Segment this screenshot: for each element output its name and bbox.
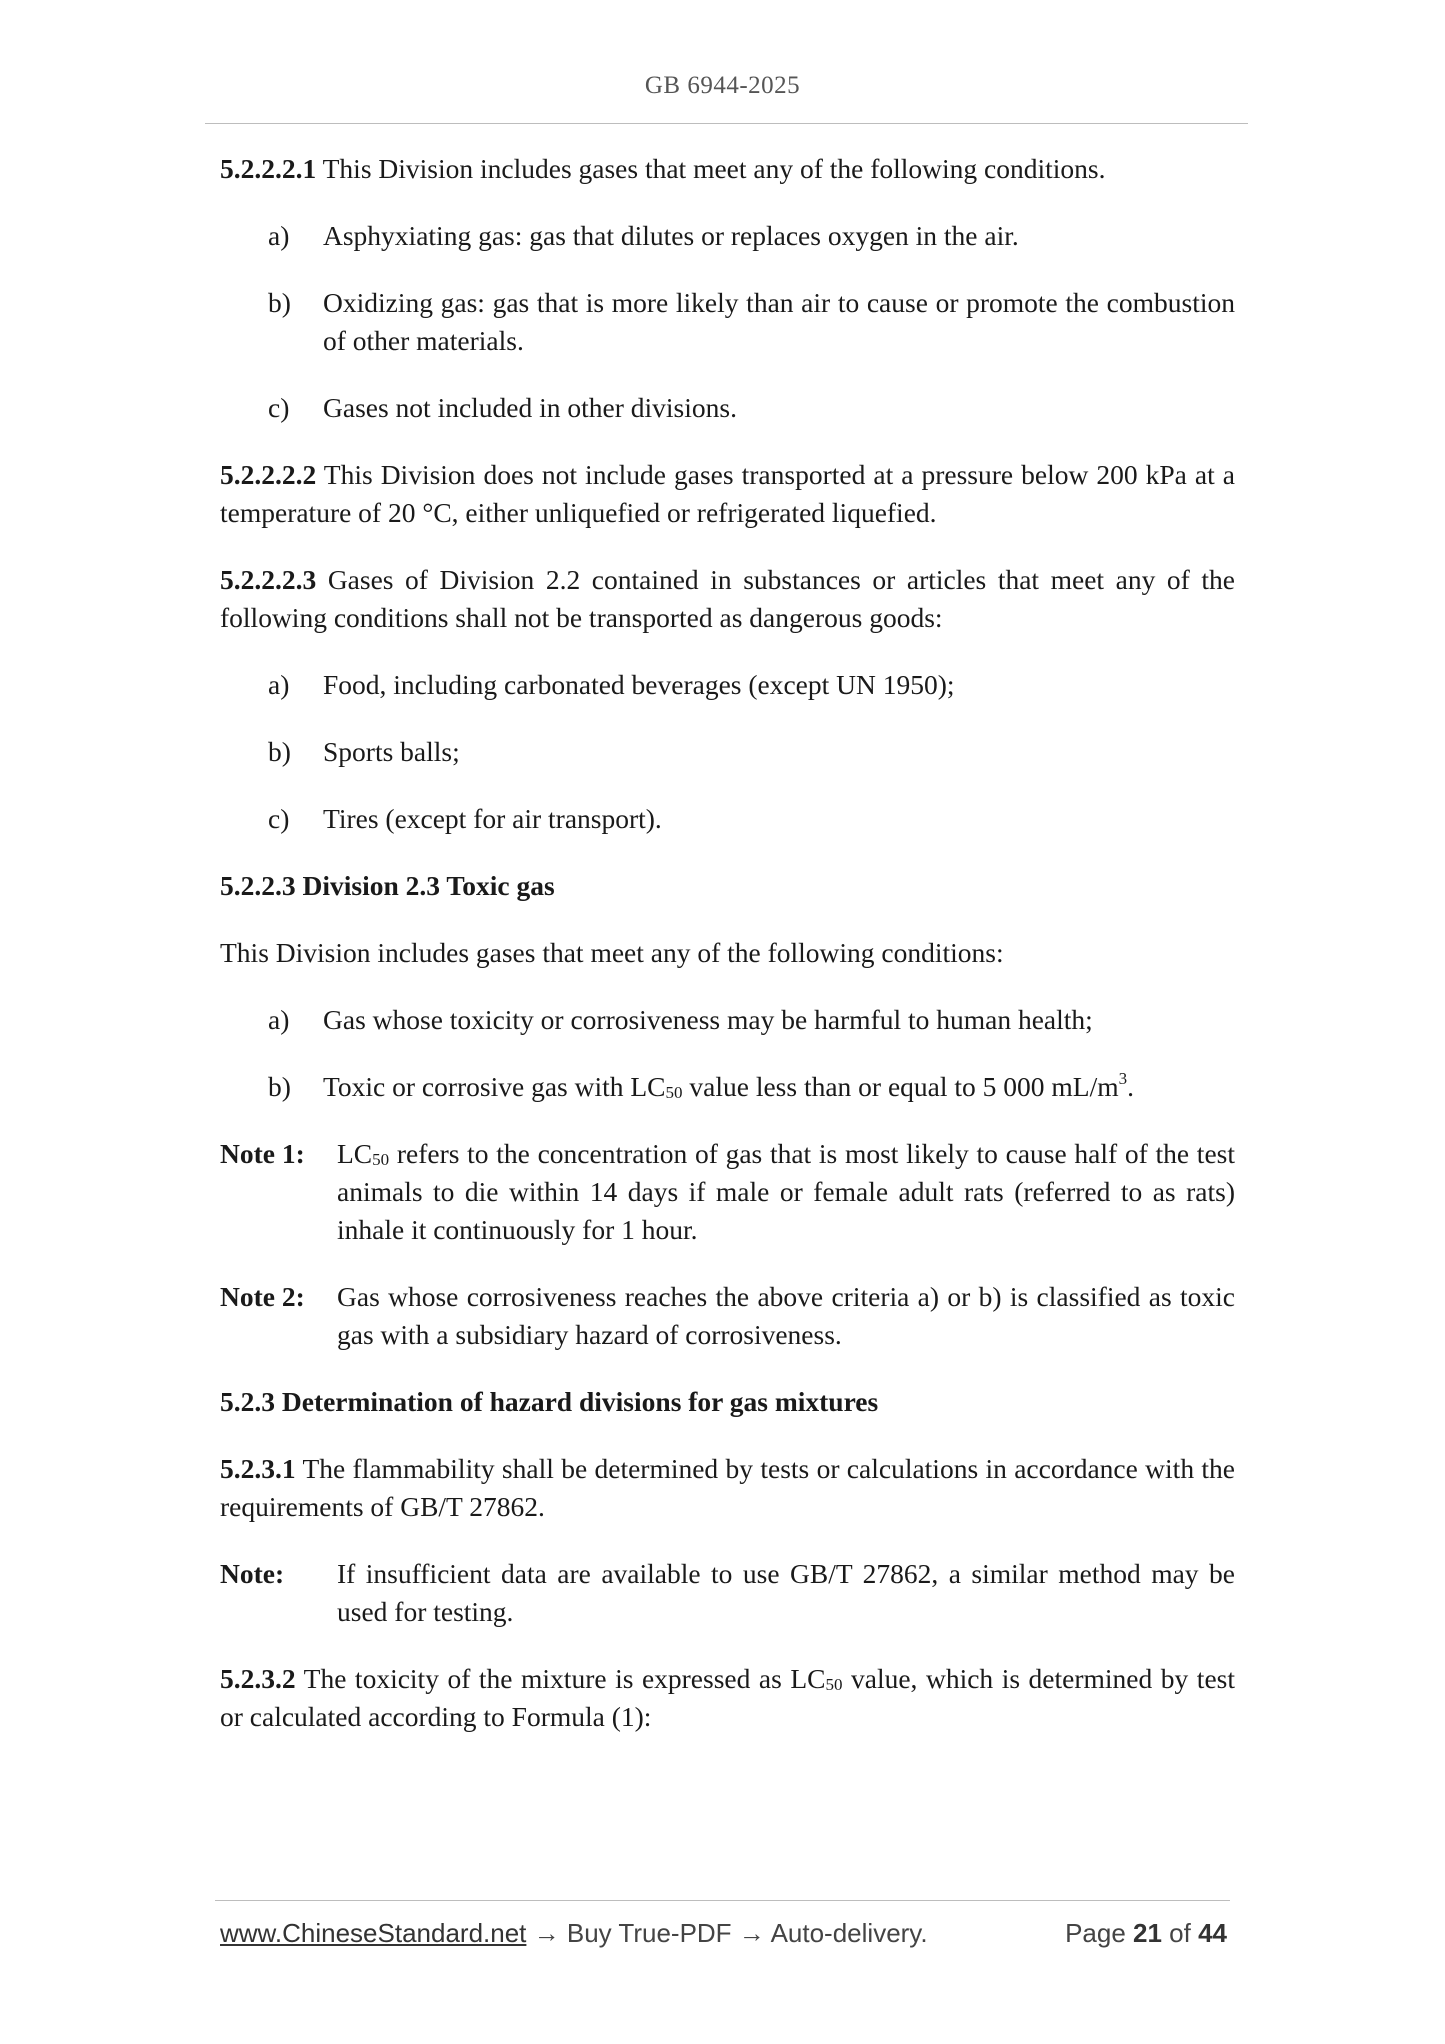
subscript: 50: [665, 1083, 683, 1102]
clause-number: 5.2.2.2.2: [220, 459, 317, 490]
list-item: [220, 217, 1235, 255]
section-heading-5-2-3: 5.2.3 Determination of hazard divisions for gas mixtures: [220, 1386, 879, 1417]
subscript: 50: [825, 1675, 843, 1694]
text-run: LC: [337, 1138, 373, 1169]
note-5-2-3-1: [220, 1555, 1235, 1631]
clause-text: This Division includes gases that meet any of the following conditions.: [316, 153, 1106, 184]
clause-number: 5.2.3.1: [220, 1453, 296, 1484]
note-label: Note 1:: [220, 1138, 305, 1169]
website-link[interactable]: www.ChineseStandard.net: [220, 1918, 527, 1948]
page-footer: [220, 1918, 1230, 1958]
footer-divider: [215, 1900, 1230, 1901]
paragraph-5-2-2-2-1: [220, 150, 1235, 188]
list-label: a): [268, 669, 290, 700]
page-total: 44: [1198, 1918, 1227, 1948]
list-text: Tires (except for air transport).: [323, 803, 662, 834]
page-number: 21: [1133, 1918, 1162, 1948]
list-label: a): [268, 220, 290, 251]
text-run: .: [1127, 1071, 1134, 1102]
clause-text: The flammability shall be determined by tests or calculations in accordance with the requirements of GB/T 27862.: [220, 1453, 1235, 1522]
text-run: value less than or equal to 5 000 mL/m: [682, 1071, 1119, 1102]
note-label: Note 2:: [220, 1281, 305, 1312]
paragraph-5-2-3-1: [220, 1450, 1235, 1526]
paragraph-division-intro: This Division includes gases that meet any of the following conditions:: [220, 937, 1004, 968]
page-indicator: [1065, 1918, 1227, 1949]
list-label: b): [268, 287, 291, 318]
list-item: [220, 1068, 1235, 1106]
paragraph-5-2-2-2-2: [220, 456, 1235, 532]
list-text: Asphyxiating gas: gas that dilutes or replaces oxygen in the air.: [323, 220, 1019, 251]
paragraph-5-2-3-2: [220, 1660, 1235, 1736]
of-label: of: [1161, 1918, 1199, 1948]
clause-number: 5.2.3.2: [220, 1663, 296, 1694]
list-item: [220, 389, 1235, 427]
text-run: refers to the concentration of gas that is most likely to cause half of the test animals to die within 14 days if male or female adult rats (referred to as rats) inhale it continuously for 1 hour.: [337, 1138, 1235, 1245]
list-text: Gas whose toxicity or corrosiveness may be harmful to human health;: [323, 1004, 1093, 1035]
clause-text: This Division does not include gases transported at a pressure below 200 kPa at a temperature of 20 °C, either unliquefied or refrigerated liquefied.: [220, 459, 1235, 528]
clause-text: Gases of Division 2.2 contained in substances or articles that meet any of the following conditions shall not be transported as dangerous goods:: [220, 564, 1235, 633]
note-1: [220, 1135, 1235, 1249]
list-text: Food, including carbonated beverages (except UN 1950);: [323, 669, 955, 700]
clause-number: 5.2.2.2.1: [220, 153, 317, 184]
text-run: The toxicity of the mixture is expressed as LC: [295, 1663, 826, 1694]
list-label: b): [268, 736, 291, 767]
list-text: Sports balls;: [323, 736, 460, 767]
list-label: a): [268, 1004, 290, 1035]
text-run: Toxic or corrosive gas with LC: [323, 1071, 666, 1102]
section-heading-5-2-2-3: 5.2.2.3 Division 2.3 Toxic gas: [220, 870, 555, 901]
note-text: Gas whose corrosiveness reaches the above criteria a) or b) is classified as toxic gas with a subsidiary hazard of corrosiveness.: [337, 1281, 1235, 1350]
superscript: 3: [1118, 1069, 1128, 1088]
list-item: [220, 284, 1235, 360]
page-label: Page: [1065, 1918, 1134, 1948]
list-item: [220, 800, 1235, 838]
list-label: b): [268, 1071, 291, 1102]
note-text: [337, 1138, 1235, 1245]
list-text: Gases not included in other divisions.: [323, 392, 737, 423]
header-divider: [205, 123, 1248, 124]
note-2: [220, 1278, 1235, 1354]
footer-promo-text: → Buy True-PDF → Auto-delivery.: [526, 1918, 928, 1948]
paragraph-5-2-2-2-3: [220, 561, 1235, 637]
running-header: GB 6944-2025: [644, 72, 801, 99]
list-item: [220, 666, 1235, 704]
list-label: c): [268, 803, 290, 834]
text-run: value, which is determined by test or calculated according to Formula (1):: [220, 1663, 1235, 1732]
list-text: Oxidizing gas: gas that is more likely than air to cause or promote the combustion of other materials.: [323, 287, 1235, 356]
list-item: [220, 1001, 1235, 1039]
note-text: If insufficient data are available to use GB/T 27862, a similar method may be used for testing.: [337, 1558, 1235, 1627]
list-label: c): [268, 392, 290, 423]
footer-promo: [220, 1918, 928, 1949]
clause-number: 5.2.2.2.3: [220, 564, 317, 595]
page-body: [220, 150, 1235, 1765]
list-text: [323, 1071, 1134, 1102]
list-item: [220, 733, 1235, 771]
subscript: 50: [372, 1150, 390, 1169]
note-label: Note:: [220, 1558, 285, 1589]
